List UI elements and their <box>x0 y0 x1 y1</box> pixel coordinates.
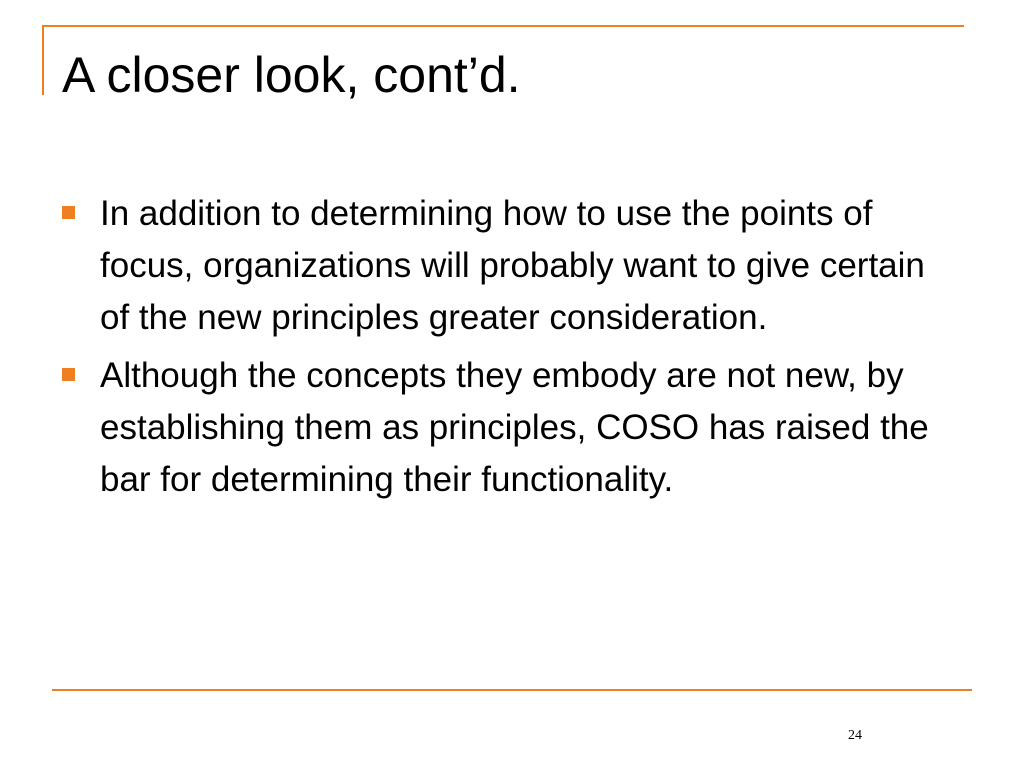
bullet-list <box>62 188 942 512</box>
bullet-text: In addition to determining how to use the points of focus, organizations will probably want to give certain of the new principles greater consideration. <box>100 194 925 337</box>
square-bullet-icon <box>62 368 75 381</box>
bullet-item <box>62 350 942 506</box>
left-accent-line <box>42 25 44 95</box>
page-number: 24 <box>848 728 862 743</box>
slide-title: A closer look, cont’d. <box>62 47 521 103</box>
bullet-text: Although the concepts they embody are not new, by establishing them as principles, COSO has raised the bar for determining their functionality. <box>100 356 929 499</box>
top-accent-line <box>42 25 964 27</box>
bullet-item <box>62 188 942 344</box>
square-bullet-icon <box>62 206 75 219</box>
bottom-accent-line <box>52 689 972 691</box>
